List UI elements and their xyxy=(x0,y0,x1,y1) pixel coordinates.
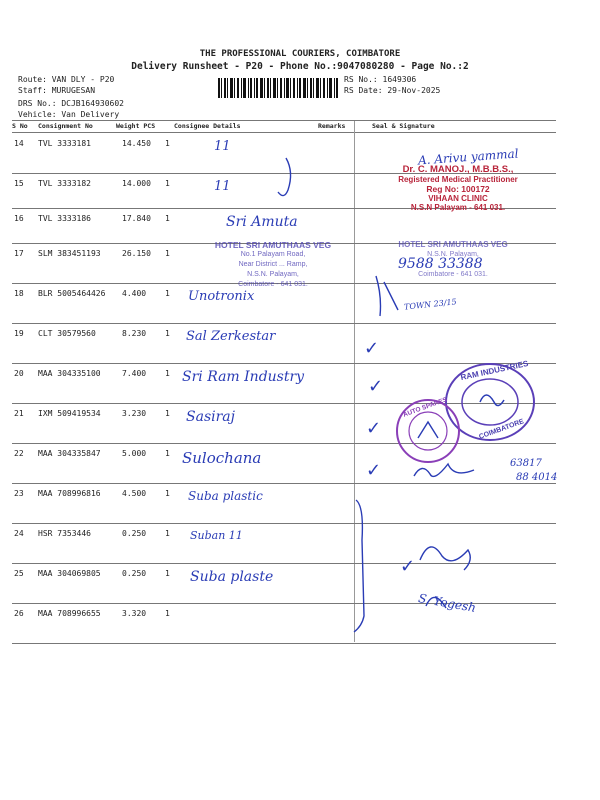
signature-top: A. Arivu yammal xyxy=(417,146,519,168)
auto-spares-text: AUTO SPARES xyxy=(402,396,449,419)
row-consignee-handwritten: Sal Zerkestar xyxy=(186,329,276,344)
row-pcs: 1 xyxy=(165,139,170,148)
row-consignee-handwritten: 11 xyxy=(214,139,231,154)
row-pcs: 1 xyxy=(165,249,170,258)
rs-no-text: RS No.: 1649306 xyxy=(344,75,417,84)
signature-bottom: S. Yogesh xyxy=(417,591,477,615)
doctor-place: N.S.N Palayam - 641 031. xyxy=(410,203,506,212)
row-consignment: SLM 383451193 xyxy=(38,249,101,258)
row-consignment: MAA 304335847 xyxy=(38,449,101,458)
row-sno: 16 xyxy=(14,214,24,223)
row-consignee-handwritten: Sasiraj xyxy=(186,409,235,425)
row-weight: 17.840 xyxy=(122,214,151,223)
row-sno: 17 xyxy=(14,249,24,258)
row-consignee-handwritten: Sri Ram Industry xyxy=(182,369,305,385)
check-mark-20: ✓ xyxy=(368,376,384,397)
row-sno: 22 xyxy=(14,449,24,458)
doctor-title: Registered Medical Practitioner xyxy=(398,175,518,184)
check-mark-21: ✓ xyxy=(366,418,382,439)
hotel-addr-1: No.1 Palayam Road, xyxy=(240,251,306,258)
staff-text: Staff: MURUGESAN xyxy=(18,86,96,95)
row-pcs: 1 xyxy=(165,179,170,188)
row-sno: 18 xyxy=(14,289,24,298)
row-sno: 21 xyxy=(14,409,24,418)
col-remarks: Remarks xyxy=(318,122,346,130)
row-weight: 14.000 xyxy=(122,179,151,188)
col-consignee: Consignee Details xyxy=(174,122,241,130)
col-sno: S No xyxy=(12,122,28,130)
runsheet-subtitle: Delivery Runsheet - P20 - Phone No.:9047080280 - Page No.:2 xyxy=(131,61,469,72)
row-sno: 14 xyxy=(14,139,24,148)
row-pcs: 1 xyxy=(165,569,170,578)
col-consignment: Consignment No xyxy=(38,122,93,130)
row-pcs: 1 xyxy=(165,329,170,338)
row-consignment: TVL 3333186 xyxy=(38,214,91,223)
row-pcs: 1 xyxy=(165,609,170,618)
row-consignee-handwritten: Suba plaste xyxy=(190,569,274,585)
row-pcs: 1 xyxy=(165,369,170,378)
check-mark-22: ✓ xyxy=(366,460,382,481)
hotel-addr-3: N.S.N. Palayam, xyxy=(247,271,299,278)
vehicle-text: Vehicle: Van Delivery xyxy=(18,110,120,119)
row-pcs: 1 xyxy=(165,409,170,418)
doctor-name: Dr. C. MANOJ., M.B.B.S., xyxy=(402,164,514,175)
row-weight: 8.230 xyxy=(122,329,147,338)
check-mark-25: ✓ xyxy=(400,556,416,577)
hotel-name: HOTEL SRI AMUTHAAS VEG xyxy=(214,240,332,250)
industries-city: COIMBATORE xyxy=(478,418,525,441)
row-weight: 4.400 xyxy=(122,289,147,298)
row-consignment: MAA 304335100 xyxy=(38,369,101,378)
industries-name: RAM INDUSTRIES xyxy=(459,358,530,383)
route-text: Route: VAN DLY - P20 xyxy=(18,75,115,84)
company-title: THE PROFESSIONAL COURIERS, COIMBATORE xyxy=(199,49,401,59)
row-weight: 7.400 xyxy=(122,369,147,378)
row-consignment: TVL 3333182 xyxy=(38,179,91,188)
row-consignment: HSR 7353446 xyxy=(38,529,91,538)
check-mark-19: ✓ xyxy=(364,338,380,359)
drs-text: DRS No.: DCJB164930602 xyxy=(18,99,124,108)
doctor-reg: Reg No: 100172 xyxy=(426,184,490,194)
row-sno: 19 xyxy=(14,329,24,338)
phone-note: 9588 33388 xyxy=(398,256,483,272)
row-consignment: TVL 3333181 xyxy=(38,139,91,148)
row-pcs: 1 xyxy=(165,214,170,223)
row-consignee-handwritten: Suban 11 xyxy=(190,529,243,542)
rs-date-text: RS Date: 29-Nov-2025 xyxy=(344,86,441,95)
hotel-city-right: Coimbatore - 641 031. xyxy=(418,271,488,278)
row-consignee-handwritten: Sri Amuta xyxy=(226,214,298,230)
row-pcs: 1 xyxy=(165,529,170,538)
row-weight: 3.320 xyxy=(122,609,147,618)
row-weight: 4.500 xyxy=(122,489,147,498)
row-consignment: MAA 708996655 xyxy=(38,609,101,618)
row-consignment: MAA 304069805 xyxy=(38,569,101,578)
row-sno: 23 xyxy=(14,489,24,498)
row-weight: 3.230 xyxy=(122,409,147,418)
row-consignee-handwritten: 11 xyxy=(214,179,231,194)
row-pcs: 1 xyxy=(165,449,170,458)
row-pcs: 1 xyxy=(165,489,170,498)
doctor-clinic: VIHAAN CLINIC xyxy=(428,194,488,203)
row-weight: 26.150 xyxy=(122,249,151,258)
col-weight: Weight PCS xyxy=(116,122,156,130)
row-consignee-handwritten: Unotronix xyxy=(188,289,255,304)
row-weight: 14.450 xyxy=(122,139,151,148)
col-seal: Seal & Signature xyxy=(372,122,435,130)
row-pcs: 1 xyxy=(165,289,170,298)
row-consignment: MAA 708996816 xyxy=(38,489,101,498)
row-consignee-handwritten: Suba plastic xyxy=(188,489,263,503)
row-consignee-handwritten: Sulochana xyxy=(182,449,262,467)
row-consignment: CLT 30579560 xyxy=(38,329,96,338)
hotel-addr-2: Near District ... Ramp, xyxy=(238,261,308,268)
hotel-addr-right: N.S.N. Palayam, xyxy=(427,251,479,258)
row-weight: 0.250 xyxy=(122,569,147,578)
row22-note-b: 88 4014 xyxy=(516,472,558,483)
row-sno: 26 xyxy=(14,609,24,618)
row-sno: 24 xyxy=(14,529,24,538)
row-sno: 15 xyxy=(14,179,24,188)
hotel-addr-4: Coimbatore - 641 031. xyxy=(238,281,308,288)
row-consignment: BLR 5005464426 xyxy=(38,289,106,298)
row-weight: 5.000 xyxy=(122,449,147,458)
row18-note: TOWN 23/15 xyxy=(403,297,458,312)
row22-note-a: 63817 xyxy=(510,458,542,469)
row-sno: 25 xyxy=(14,569,24,578)
row-sno: 20 xyxy=(14,369,24,378)
row-consignment: IXM 509419534 xyxy=(38,409,101,418)
hotel-name-right: HOTEL SRI AMUTHAAS VEG xyxy=(398,240,508,249)
row-weight: 0.250 xyxy=(122,529,147,538)
